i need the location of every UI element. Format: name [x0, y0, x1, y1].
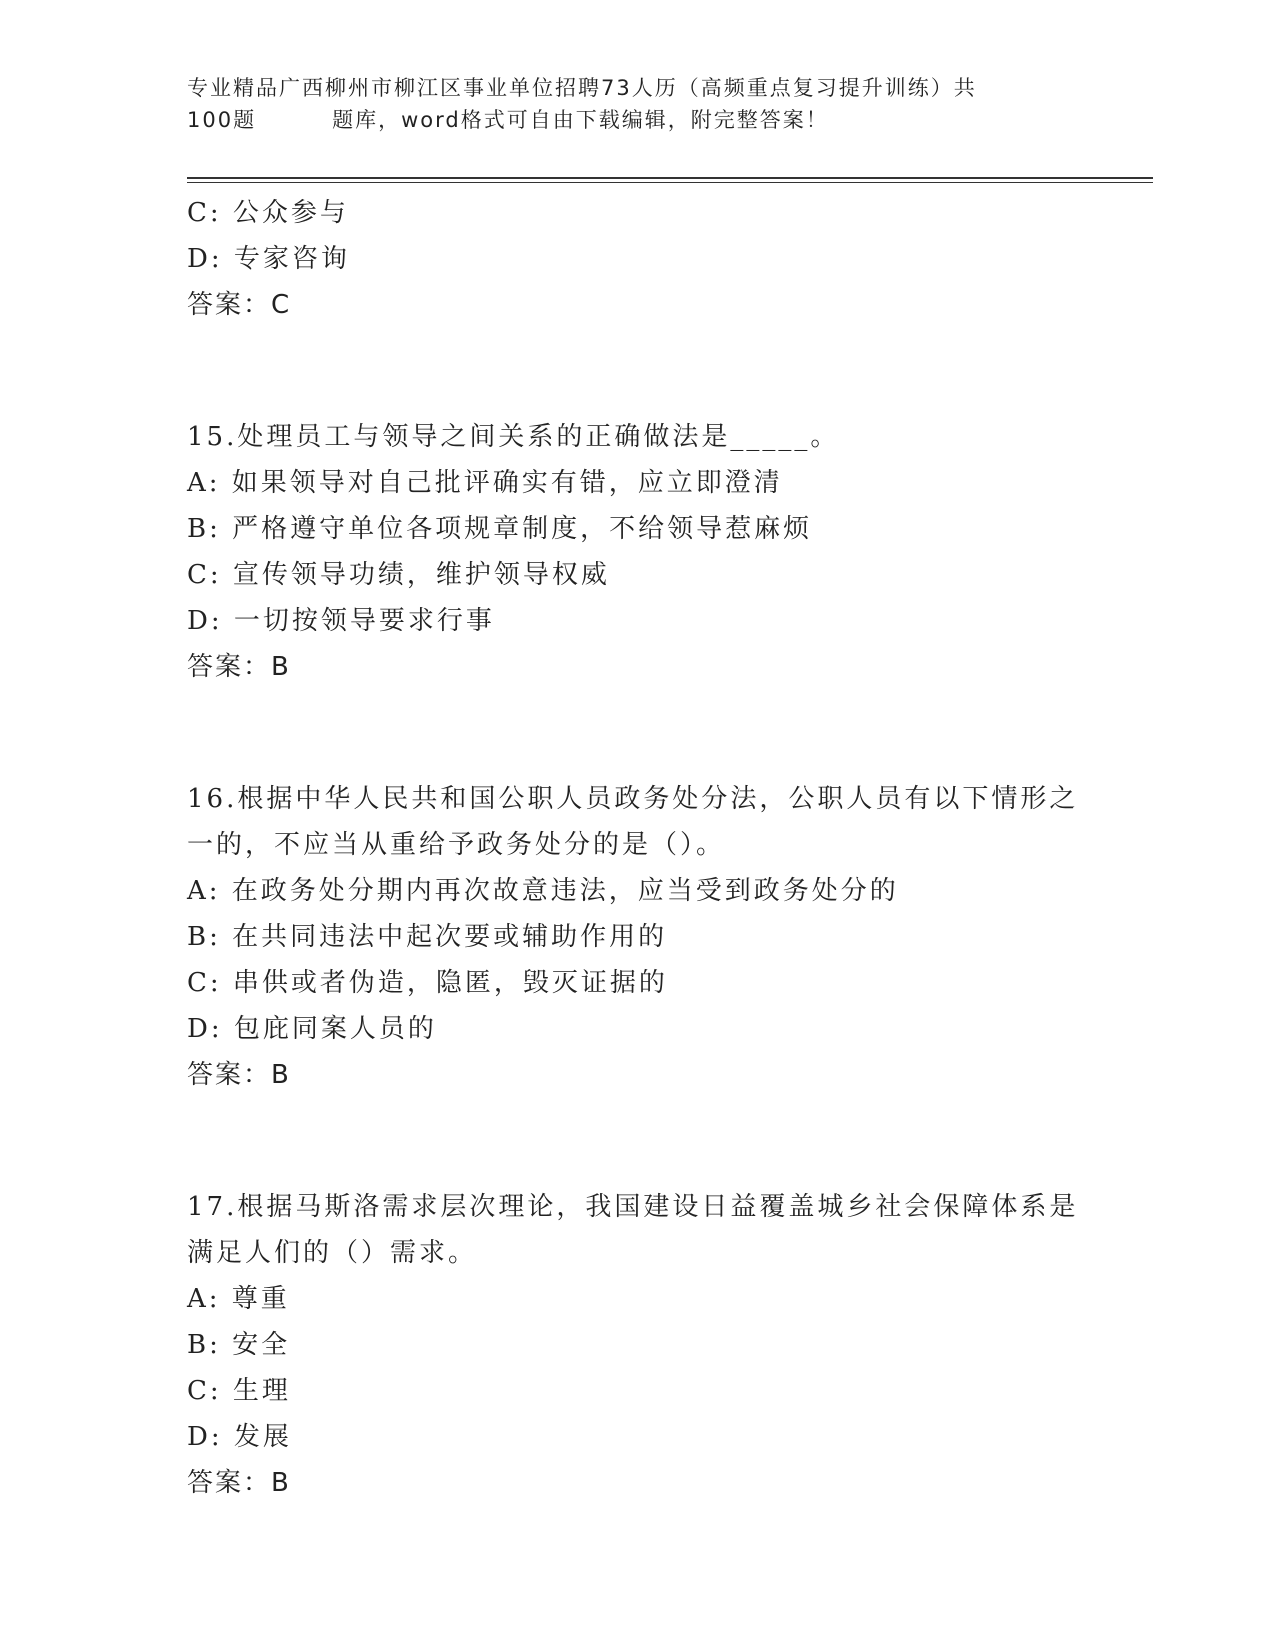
answer-line: 答案：C [187, 290, 292, 320]
question-block-16 [187, 776, 1107, 1098]
option-b: B: 在共同违法中起次要或辅助作用的 [187, 922, 668, 952]
question-stem-line1: 17.根据马斯洛需求层次理论，我国建设日益覆盖城乡社会保障体系是 [187, 1192, 1079, 1222]
question-stem-line2: 一的，不应当从重给予政务处分的是（）。 [187, 830, 726, 860]
question-spacer [187, 328, 1107, 414]
option-d: D: 发展 [187, 1422, 292, 1452]
question-block-15 [187, 414, 1107, 690]
answer-line: 答案：B [187, 1060, 291, 1090]
question-stem: 15.处理员工与领导之间关系的正确做法是_____。 [187, 422, 840, 452]
option-b: B: 严格遵守单位各项规章制度，不给领导惹麻烦 [187, 514, 813, 544]
header-title-line2 [187, 104, 1087, 136]
option-a: A: 如果领导对自己批评确实有错，应立即澄清 [187, 468, 783, 498]
option-d: D: 包庇同案人员的 [187, 1014, 437, 1044]
header-title-line1: 专业精品广西柳州市柳江区事业单位招聘73人历（高频重点复习提升训练）共 [187, 76, 977, 100]
header-gap [256, 104, 332, 136]
header-divider-thin [187, 182, 1153, 183]
question-list [187, 190, 1107, 1506]
header-question-count: 100题 [187, 108, 257, 132]
answer-line: 答案：B [187, 652, 291, 682]
question-spacer [187, 1098, 1107, 1184]
question-block-prev [187, 190, 1107, 328]
header-title-suffix: 题库，word格式可自由下载编辑，附完整答案！ [332, 108, 829, 132]
answer-line: 答案：B [187, 1468, 291, 1498]
option-c: C: 生理 [187, 1376, 291, 1406]
question-stem-line2: 满足人们的（）需求。 [187, 1238, 478, 1268]
option-d: D: 一切按领导要求行事 [187, 606, 495, 636]
option-c: C: 串供或者伪造，隐匿，毁灭证据的 [187, 968, 668, 998]
option-d: D: 专家咨询 [187, 244, 350, 274]
question-stem-line1: 16.根据中华人民共和国公职人员政务处分法，公职人员有以下情形之 [187, 784, 1079, 814]
option-c: C: 公众参与 [187, 198, 349, 228]
option-a: A: 尊重 [187, 1284, 290, 1314]
header-divider-thick [187, 177, 1153, 179]
question-spacer [187, 690, 1107, 776]
question-block-17 [187, 1184, 1107, 1506]
option-a: A: 在政务处分期内再次故意违法，应当受到政务处分的 [187, 876, 899, 906]
page-header [187, 72, 1087, 136]
option-b: B: 安全 [187, 1330, 291, 1360]
option-c: C: 宣传领导功绩，维护领导权威 [187, 560, 610, 590]
